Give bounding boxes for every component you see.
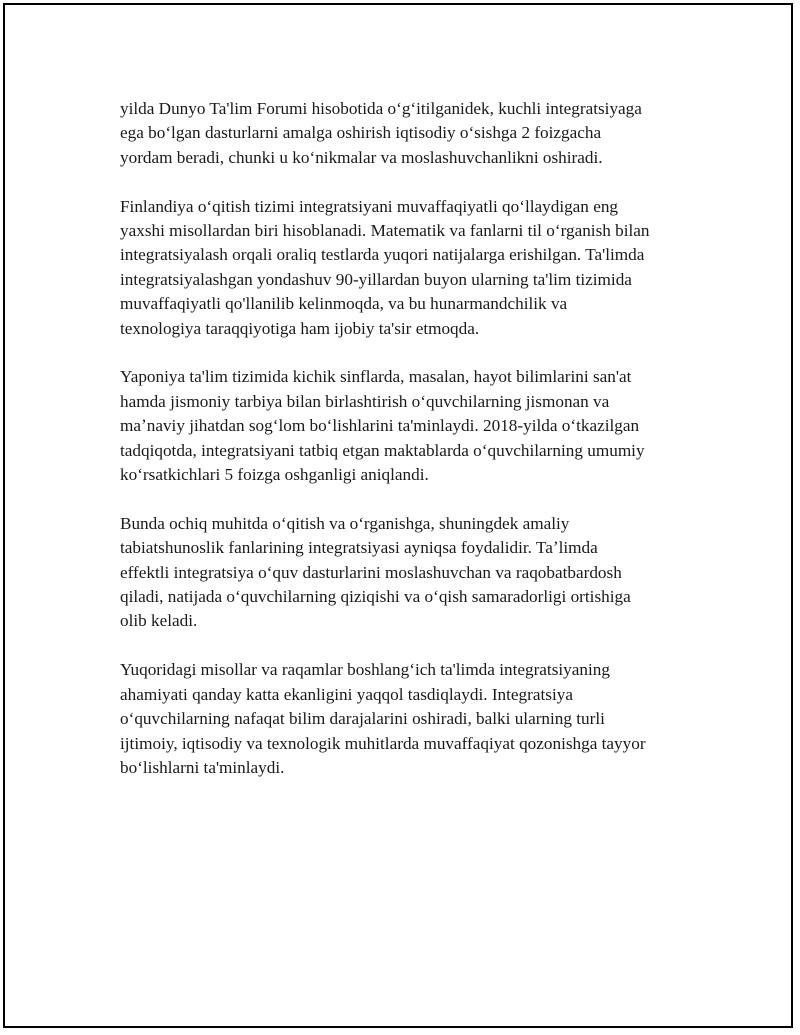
text-line: Yaponiya ta'lim tizimida kichik sinflarda, masalan, hayot bilimlarini san'at: [120, 367, 632, 387]
text-line: ijtimoiy, iqtisodiy va texnologik muhitlarda muvaffaqiyat qozonishga tayyor: [120, 733, 646, 753]
text-line: yordam beradi, chunki u koʻnikmalar va moslashuvchanlikni oshiradi.: [120, 147, 603, 167]
text-line: boʻlishlarni ta'minlaydi.: [120, 757, 285, 777]
text-line: Bunda ochiq muhitda oʻqitish va oʻrganishga, shuningdek amaliy: [120, 513, 570, 533]
text-line: tabiatshunoslik fanlarining integratsiyasi ayniqsa foydalidir. Taʼlimda: [120, 538, 598, 558]
paragraph-conclusion: [120, 658, 690, 780]
text-line: integratsiyalash orqali oraliq testlarda yuqori natijalarga erishilgan. Ta'limda: [120, 245, 645, 265]
text-line: ega boʻlgan dasturlarni amalga oshirish iqtisodiy oʻsishga 2 foizgacha: [120, 123, 602, 143]
text-line: hamda jismoniy tarbiya bilan birlashtirish oʻquvchilarning jismonan va: [120, 391, 610, 411]
text-line: Finlandiya oʻqitish tizimi integratsiyani muvaffaqiyatli qoʻllaydigan eng: [120, 196, 619, 216]
text-line: tadqiqotda, integratsiyani tatbiq etgan maktablarda oʻquvchilarning umumiy: [120, 440, 645, 460]
text-line: effektli integratsiya oʻquv dasturlarini moslashuvchan va raqobatbardosh: [120, 562, 622, 582]
text-line: ahamiyati qanday katta ekanligini yaqqol tasdiqlaydi. Integratsiya: [120, 684, 573, 704]
text-line: yaxshi misollardan biri hisoblanadi. Matematik va fanlarni til oʻrganish bilan: [120, 221, 650, 241]
paragraph-forum-report: [120, 97, 690, 170]
text-line: muvaffaqiyatli qo'llanilib kelinmoqda, va bu hunarmandchilik va: [120, 294, 568, 314]
text-line: maʼnaviy jihatdan sogʻlom boʻlishlarini ta'minlaydi. 2018-yilda oʻtkazilgan: [120, 416, 640, 436]
document-body: [120, 97, 690, 805]
text-line: oʻquvchilarning nafaqat bilim darajalarini oshiradi, balki ularning turli: [120, 709, 605, 729]
paragraph-open-environment: [120, 512, 690, 634]
document-page: [3, 3, 793, 1028]
text-line: qiladi, natijada oʻquvchilarning qiziqishi va oʻqish samaradorligi ortishiga: [120, 587, 631, 607]
text-line: koʻrsatkichlari 5 foizga oshganligi aniqlandi.: [120, 465, 429, 485]
text-line: integratsiyalashgan yondashuv 90-yillardan buyon ularning ta'lim tizimida: [120, 269, 632, 289]
text-line: olib keladi.: [120, 611, 198, 631]
text-line: Yuqoridagi misollar va raqamlar boshlangʻich ta'limda integratsiyaning: [120, 660, 610, 680]
text-line: texnologiya taraqqiyotiga ham ijobiy ta'sir etmoqda.: [120, 318, 480, 338]
paragraph-finland: [120, 195, 690, 341]
text-line: yilda Dunyo Ta'lim Forumi hisobotida oʻgʻitilganidek, kuchli integratsiyaga: [120, 99, 642, 118]
paragraph-japan: [120, 365, 690, 487]
